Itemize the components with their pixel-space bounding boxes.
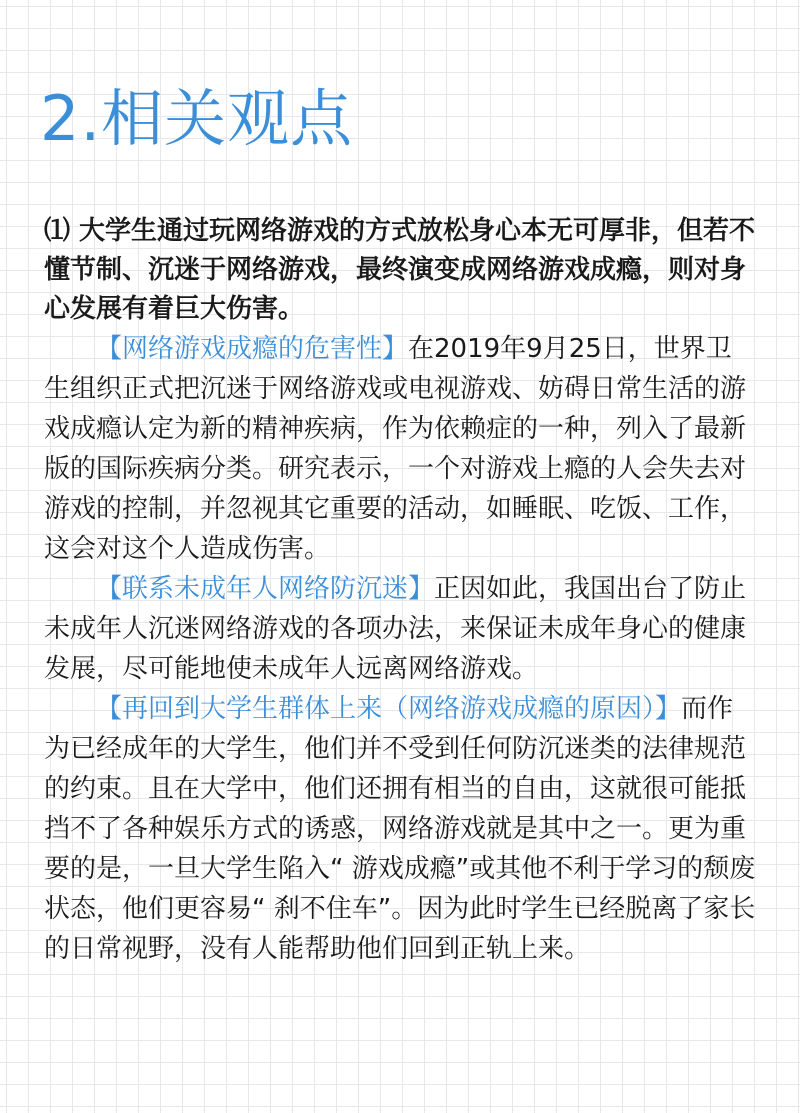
paragraph-causes [44, 689, 756, 969]
section-title: 2.相关观点 [40, 82, 354, 155]
paragraph-minors [44, 569, 756, 689]
paragraph-harm [44, 329, 756, 569]
paragraph-heading: 【网络游戏成瘾的危害性】 [96, 334, 409, 364]
lead-statement: ⑴ 大学生通过玩网络游戏的方式放松身心本无可厚非，但若不懂节制、沉迷于网络游戏，最终演变成网络游戏成瘾，则对身心发展有着巨大伤害。 [44, 216, 756, 324]
note-content [44, 212, 756, 969]
paragraph-text: 在2019年9月25日，世界卫生组织正式把沉迷于网络游戏或电视游戏、妨碍日常生活的游戏成瘾认定为新的精神疾病，作为依赖症的一种，列入了最新版的国际疾病分类。研究表示，一个对游戏上瘾的人会失去对游戏的控制，并忽视其它重要的活动，如睡眠、吃饭、工作，这会对这个人造成伤害。 [44, 334, 747, 564]
paragraph-heading: 【再回到大学生群体上来（网络游戏成瘾的原因）】 [96, 694, 682, 724]
paragraph-text: 正因如此，我国出台了防止未成年人沉迷网络游戏的各项办法，来保证未成年身心的健康发展，尽可能地使未成年人远离网络游戏。 [44, 574, 747, 684]
paragraph-heading: 【联系未成年人网络防沉迷】 [96, 574, 435, 604]
paragraph-text: 而作为已经成年的大学生，他们并不受到任何防沉迷类的法律规范的约束。且在大学中，他们还拥有相当的自由，这就很可能抵挡不了各种娱乐方式的诱惑，网络游戏就是其中之一。更为重要的是，一旦大学生陷入“ 游戏成瘾”或其他不利于学习的颓废状态，他们更容易“ 刹不住车”。因为此时学生已经脱离了家长的日常视野，没有人能帮助他们回到正轨上来。 [44, 694, 756, 964]
